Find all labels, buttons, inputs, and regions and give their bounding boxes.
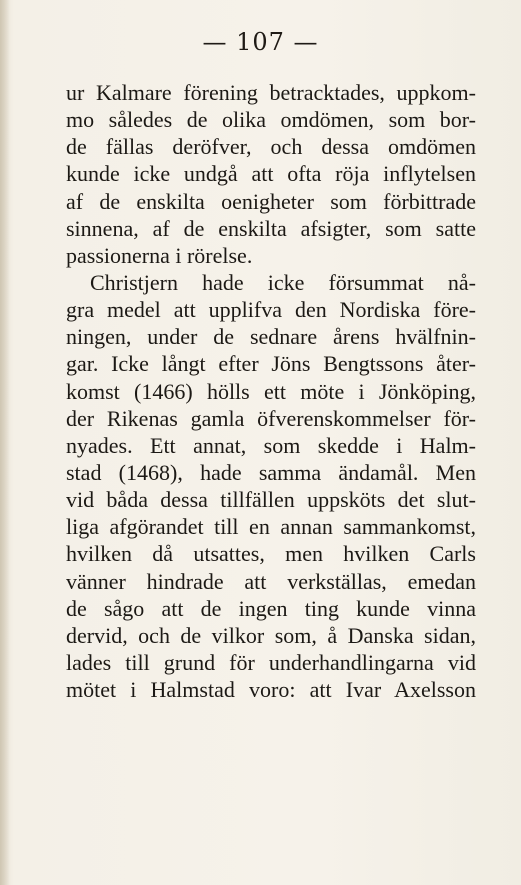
text-line: ningen, under de sednare årens hvälfnin- [66,324,476,350]
text-line: hvilken då utsattes, men hvilken Carls [66,541,476,567]
text-line: de sågo att de ingen ting kunde vinna [66,595,476,621]
gutter-shadow [0,0,10,885]
text-line: vänner hindrade att verkställas, emedan [66,568,476,594]
text-line: nyades. Ett annat, som skedde i Halm- [66,432,476,458]
text-line: der Rikenas gamla öfverenskommelser för- [66,405,476,431]
text-line: vid båda dessa tillfällen uppsköts det slut- [66,487,476,513]
text-line: mo således de olika omdömen, som bor- [66,107,476,133]
paragraph-start-line: Christjern hade icke försummat nå- [90,269,476,295]
text-line: passionerna i rörelse. [66,242,253,268]
page-body-text [66,79,476,703]
text-line: mötet i Halmstad voro: att Ivar Axelsson [66,677,476,703]
text-line: ur Kalmare förening betracktades, uppkom- [66,80,476,105]
text-line: lades till grund för underhandlingarna vid [66,649,476,675]
text-line: gra medel att upplifva den Nordiska före- [66,297,476,323]
text-line: gar. Icke långt efter Jöns Bengtssons åter- [66,351,476,377]
text-line: dervid, och de vilkor som, å Danska sidan, [66,622,476,648]
text-line: af de enskilta oenigheter som förbittrade [66,188,476,214]
text-line: komst (1466) hölls ett möte i Jönköping, [66,378,476,404]
page-number-header: — 107 — [202,28,319,56]
text-line: sinnena, af de enskilta afsigter, som satte [66,215,476,241]
text-line: stad (1468), hade samma ändamål. Men [66,459,476,485]
text-line: de fällas deröfver, och dessa omdömen [66,134,476,160]
text-line: kunde icke undgå att ofta röja inflytelsen [66,161,476,187]
text-line: liga afgörandet till en annan sammankomst, [66,514,476,540]
